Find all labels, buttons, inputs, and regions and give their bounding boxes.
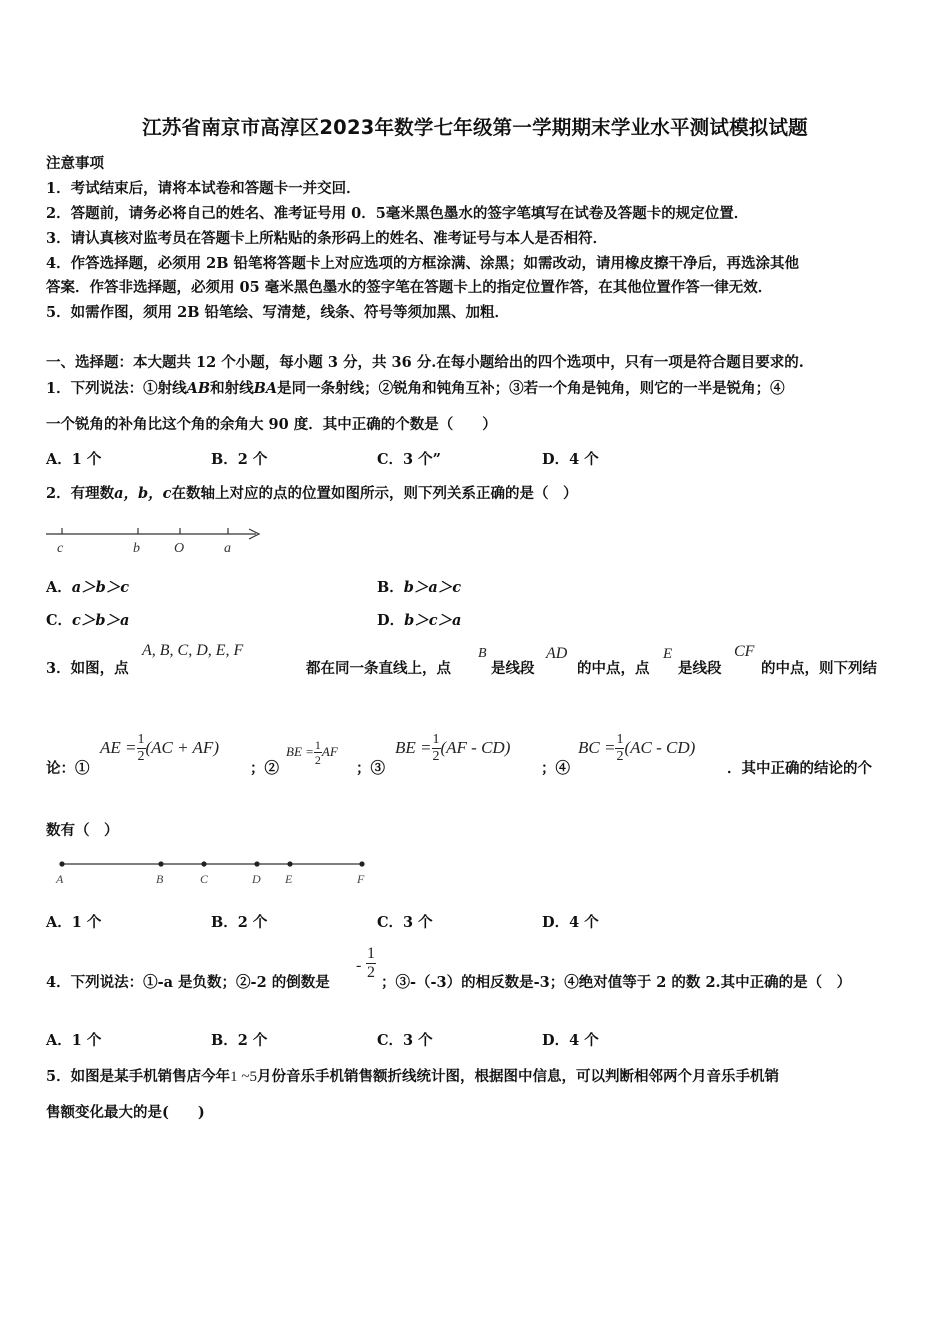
question-5-line-1 (46, 1065, 779, 1086)
q2-text-b: 在数轴上对应的点的位置如图所示，则下列关系正确的是（ ） (171, 485, 578, 502)
q1-option-b[interactable]: B．2 个 (211, 451, 268, 468)
q3-text-5: 是线段 (678, 660, 722, 677)
note-item-1: 1．考试结束后，请将本试卷和答题卡一并交回． (46, 180, 361, 197)
q4-option-b[interactable]: B．2 个 (211, 1032, 268, 1049)
q3-text-count: 数有（ ） (46, 822, 119, 839)
q4-option-c[interactable]: C．3 个 (377, 1032, 433, 1049)
point-a (59, 861, 64, 866)
fraction-half-1: $\frac{1}{2}$ (137, 732, 145, 764)
q3-option-c[interactable]: C．3 个 (377, 914, 433, 931)
q3-text-2: 都在同一条直线上，点 (306, 660, 451, 677)
q2-option-b[interactable]: B．b＞a＞c (377, 579, 462, 596)
q3-text-6: 的中点，则下列结 (761, 660, 877, 677)
q4-option-d[interactable]: D．4 个 (542, 1032, 599, 1049)
q2-option-c[interactable]: C．c＞b＞a (46, 612, 130, 629)
q1-var-ba: BA (253, 380, 278, 397)
q3-text-4: 的中点，点 (577, 660, 650, 677)
q1-var-ab: AB (186, 380, 211, 397)
label-c: C (200, 872, 209, 886)
page-title: 江苏省南京市高淳区2023年数学七年级第一学期期末学业水平测试模拟试题 (142, 116, 808, 139)
point-c (201, 861, 206, 866)
label-f: F (357, 872, 365, 886)
point-e (287, 861, 292, 866)
q3-sep-2: ；② (250, 760, 279, 777)
q2-vars: a，b，c (114, 485, 172, 502)
question-5-line-2: 售额变化最大的是( ) (46, 1104, 205, 1121)
q3-option-d[interactable]: D．4 个 (542, 914, 599, 931)
q3-text-end: ．其中正确的结论的个 (727, 760, 872, 777)
q3-var-b: B (478, 646, 487, 661)
note-item-5: 5．如需作图，须用 2B 铅笔绘、写清楚，线条、符号等须加黑、加粗． (46, 304, 510, 321)
q1-option-d[interactable]: D．4 个 (542, 451, 599, 468)
notes-heading: 注意事项 (46, 155, 104, 172)
fraction-half-2: $\frac{1}{2}$ (314, 738, 321, 767)
number-line-figure (40, 520, 270, 560)
fraction-half-q4: $\frac{1}{2}$ (367, 945, 375, 981)
q4-fraction (366, 946, 376, 981)
section-heading: 一、选择题：本大题共 12 个小题，每小题 3 分，共 36 分.在每小题给出的四个选项中，只有一项是符合题目要求的. (46, 354, 804, 371)
q1-text-b: 和射线 (210, 380, 254, 397)
question-2-stem (46, 482, 577, 503)
q3-sep-4: ；④ (541, 760, 570, 777)
q3-conclusion-4: BC = $\frac{1}{2}$ (AC - CD) (578, 732, 696, 764)
q4-text-1: 4．下列说法：①-a 是负数；②-2 的倒数是 (46, 974, 330, 991)
q1-text-c: 是同一条射线；②锐角和钝角互补；③若一个角是钝角，则它的一半是锐角；④ (277, 380, 785, 397)
segment-figure (50, 855, 380, 889)
q2-text-a: 2．有理数 (46, 485, 115, 502)
label-a: A (56, 872, 64, 886)
q1-text-a: 1．下列说法：①射线 (46, 380, 187, 397)
question-1-line-2: 一个锐角的补角比这个角的余角大 90 度．其中正确的个数是（ ） (46, 416, 497, 433)
q4-minus: - (356, 957, 362, 974)
q3-var-ad: AD (546, 645, 568, 662)
question-1-line-1 (46, 377, 785, 398)
q2-option-d[interactable]: D．b＞c＞a (377, 612, 462, 629)
point-d (254, 861, 259, 866)
q3-sep-3: ；③ (356, 760, 385, 777)
q3-option-a[interactable]: A．1 个 (46, 914, 102, 931)
axis-label-b: b (133, 541, 140, 556)
axis-label-a: a (224, 541, 231, 556)
label-b: B (156, 872, 164, 886)
q5-text-b: 月份音乐手机销售额折线统计图，根据图中信息，可以判断相邻两个月音乐手机销 (256, 1068, 779, 1085)
q4-text-2: ；③-（-3）的相反数是-3；④绝对值等于 2 的数 2.其中正确的是（ ） (381, 974, 852, 991)
q1-option-a[interactable]: A．1 个 (46, 451, 102, 468)
q3-var-cf: CF (734, 643, 755, 660)
label-d: D (252, 872, 261, 886)
q2-option-a[interactable]: A．a＞b＞c (46, 579, 130, 596)
q5-range: 1 ~5 (230, 1069, 257, 1085)
point-f (359, 861, 364, 866)
axis-label-o: O (174, 541, 185, 556)
q1-option-c[interactable]: C．3 个” (377, 451, 442, 468)
note-item-3: 3．请认真核对监考员在答题卡上所粘贴的条形码上的姓名、准考证号与本人是否相符． (46, 230, 608, 247)
q3-var-e: E (663, 646, 673, 662)
q3-points: A, B, C, D, E, F (142, 642, 244, 659)
q3-option-b[interactable]: B．2 个 (211, 914, 268, 931)
q3-conclusion-2: BE = $\frac{1}{2}$ AF (286, 738, 338, 767)
label-e: E (285, 872, 293, 886)
q3-conclusion-3: BE = $\frac{1}{2}$ (AF - CD) (395, 732, 511, 764)
q4-option-a[interactable]: A．1 个 (46, 1032, 102, 1049)
point-b (158, 861, 163, 866)
q3-conclusions-label: 论：① (46, 760, 90, 777)
q3-text-1: 3．如图，点 (46, 660, 129, 677)
fraction-half-3: $\frac{1}{2}$ (432, 732, 440, 764)
note-item-2: 2．答题前，请务必将自己的姓名、准考证号用 0．5毫米黑色墨水的签字笔填写在试卷及答题卡的规定位置． (46, 205, 749, 222)
q3-text-3: 是线段 (491, 660, 535, 677)
q5-text-a: 5．如图是某手机销售店今年 (46, 1068, 231, 1085)
axis-label-c: c (57, 541, 64, 556)
q3-conclusion-1: AE = $\frac{1}{2}$ (AC + AF) (100, 732, 219, 764)
fraction-half-4: $\frac{1}{2}$ (616, 732, 624, 764)
note-item-4-cont: 答案．作答非选择题，必须用 05 毫米黑色墨水的签字笔在答题卡上的指定位置作答，在其他位置作答一律无效． (46, 279, 773, 296)
note-item-4: 4．作答选择题，必须用 2B 铅笔将答题卡上对应选项的方框涂满、涂黑；如需改动，请用橡皮擦干净后，再选涂其他 (46, 255, 800, 272)
